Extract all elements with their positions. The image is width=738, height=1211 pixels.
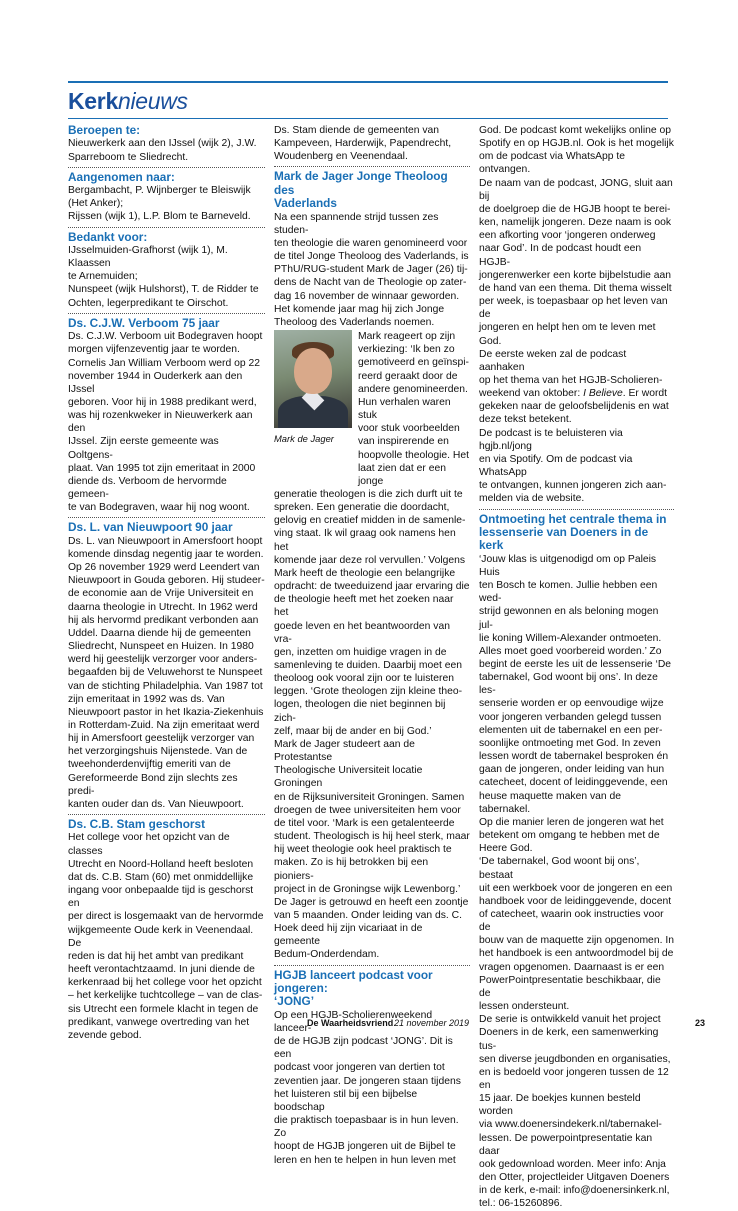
text-line: Nieuwpoort pastor in het Ikazia-Ziekenhuis bbox=[68, 706, 264, 718]
text-line: de hand van een thema. Dit thema wisselt bbox=[479, 282, 672, 294]
text-line: 15 jaar. De boekjes kunnen besteld worden bbox=[479, 1093, 641, 1118]
text-line: reerd geraakt door de bbox=[358, 370, 458, 382]
text-line: – het kerkelijke tuchtcollege – van de clas- bbox=[68, 990, 263, 1002]
heading-beroepen: Beroepen te: bbox=[68, 123, 141, 137]
text-line: heuse maquette maken van de tabernakel. bbox=[479, 790, 622, 815]
text-line: de titel Jonge Theoloog des Vaderlands, is bbox=[274, 251, 469, 263]
text-line: Theologische Universiteit locatie Groningen bbox=[274, 765, 423, 790]
text-line: zevende gebod. bbox=[68, 1029, 142, 1041]
text-line: Mark de Jager studeert aan de Protestantse bbox=[274, 738, 415, 764]
text-line: en de Rijksuniversiteit Groningen. Samen bbox=[274, 791, 465, 803]
heading-aangenomen: Aangenomen naar: bbox=[68, 169, 175, 184]
title-rule bbox=[68, 118, 668, 119]
text-line: reden is dat hij het ambt van predikant bbox=[68, 950, 244, 962]
text-line: Op 26 november 1929 werd Leendert van bbox=[68, 562, 260, 574]
text-line: leren en hen te helpen in hun leven met bbox=[274, 1154, 456, 1166]
text-line: het luisteren stil bij een bijbelse boodschap bbox=[274, 1088, 418, 1113]
text-line: gekeken naar de geloofsbelijdenis en wat bbox=[479, 401, 669, 413]
text-line: kanten ouder dan ds. Van Nieuwpoort. bbox=[68, 798, 244, 810]
text-line: Doeners in de kerk, een samenwerking tus- bbox=[479, 1027, 659, 1052]
text-line: catecheet, docent of leidinggevende, een bbox=[479, 777, 668, 789]
text-line: Rijssen (wijk 1), L.P. Blom te Barneveld. bbox=[68, 211, 251, 223]
text-line: in Rotterdam-Zuid. Na zijn emeritaat werd bbox=[68, 719, 260, 731]
text-line: De eerste weken zal de podcast aanhaken bbox=[479, 348, 627, 373]
text-line: senserie worden er op eenvoudige wijze bbox=[479, 698, 664, 710]
text-line: begint de eerste les uit de lessenserie ‘De bbox=[479, 659, 672, 670]
text-line: het handboek is een antwoordmodel bij de bbox=[479, 948, 674, 960]
text-line: ingang voor onbepaalde tijd is geschorst en bbox=[68, 885, 254, 910]
text-line: Mark heeft de theologie een belangrijke bbox=[274, 567, 456, 579]
article-mark-de-jager bbox=[274, 211, 470, 962]
text-line: voor stuk voorbeelden bbox=[358, 423, 460, 435]
text-line: theoloog ook vooral zijn oor te luisteren bbox=[274, 673, 454, 685]
text-line: strijd gewonnen en als beloning mogen jul- bbox=[479, 606, 659, 631]
text-line: dens de Nacht van de Theologie op zater- bbox=[274, 277, 467, 289]
text-line: project in de Groningse wijk Lewenborg.’ bbox=[274, 883, 461, 895]
text-line: logen, theologen die niet beginnen bij zich- bbox=[274, 699, 446, 724]
text-line: De serie is ontwikkeld vanuit het project bbox=[479, 1014, 661, 1026]
text-line: Sliedrecht, Nunspeet en Huizen. In 1980 bbox=[68, 641, 254, 653]
text-line: jongerenwerker een korte bijbelstudie aan bbox=[479, 269, 672, 281]
text-line: kerkenraad bij het college voor het opzicht bbox=[68, 977, 262, 989]
text-line: op het thema van het HGJB-Scholieren- bbox=[479, 374, 663, 386]
text-line: in de kerk, e-mail: info@doenersinkerk.nl, bbox=[479, 1185, 670, 1197]
text-line: te ontvangen, kunnen jongeren zich aan- bbox=[479, 480, 667, 492]
text-line bbox=[479, 387, 674, 400]
dotted-separator bbox=[479, 509, 674, 510]
text-line: komende jaar deze rol vervullen.’ Volgens bbox=[274, 554, 466, 566]
photo-box bbox=[274, 330, 352, 488]
heading-mark-de-jager bbox=[274, 170, 470, 210]
text-line: lie koning Willem-Alexander ontmoeten. bbox=[479, 632, 662, 644]
portrait-photo bbox=[274, 330, 352, 428]
text-line: handboek voor de leidinggevende, docent bbox=[479, 895, 672, 907]
text-line: om de podcast via WhatsApp te ontvangen. bbox=[479, 151, 626, 176]
top-rule bbox=[68, 81, 668, 83]
text-line: sen diverse jeugdbonden en organisaties, bbox=[479, 1053, 671, 1065]
text-line: Uddel. Daarna diende hij de gemeenten bbox=[68, 627, 251, 639]
text-line: sis Utrecht een formele klacht in tegen de bbox=[68, 1003, 259, 1015]
text-line: Spotify en op HGJB.nl. Ook is het mogelijk bbox=[479, 138, 674, 150]
heading-line: Ontmoeting het centrale thema in bbox=[479, 511, 667, 526]
text-line: elementen uit de tabernakel en een per- bbox=[479, 724, 663, 736]
text-line: De naam van de podcast, JONG, sluit aan bij bbox=[479, 177, 673, 202]
column-1 bbox=[68, 124, 265, 1042]
text-line: ‘Jouw klas is uitgenodigd om op Paleis Huis bbox=[479, 553, 657, 578]
heading-line: lessenserie van Doeners in de kerk bbox=[479, 524, 649, 553]
text-line: gen, inzetten om huidige vragen in de bbox=[274, 646, 447, 658]
text-line: komende dinsdag negentig jaar te worden. bbox=[68, 548, 264, 560]
text-line: morgen vijfenzeventig jaar te worden. bbox=[68, 344, 240, 356]
dotted-separator bbox=[68, 227, 265, 228]
dotted-separator bbox=[68, 814, 265, 815]
text-line: Ds. L. van Nieuwpoort in Amersfoort hoopt bbox=[68, 535, 263, 547]
text-line: en via Spotify. Om de podcast via WhatsApp bbox=[479, 453, 633, 479]
text-line: God. bbox=[479, 335, 502, 347]
text-line: gemotiveerd en geïnspi- bbox=[358, 357, 469, 369]
text-line: van de stichting Philadelphia. Van 1987 tot bbox=[68, 680, 263, 692]
page-number: 23 bbox=[695, 1018, 706, 1028]
text-line: andere genomineerden. bbox=[358, 383, 468, 395]
text-line: en is bedoeld voor jongeren tussen de 12 en bbox=[479, 1066, 669, 1091]
text-line: het verzorgingshuis Nijenstede. Van de bbox=[68, 746, 248, 758]
text-line: daarna theologie in Utrecht. In 1962 werd bbox=[68, 601, 258, 613]
dotted-separator bbox=[68, 167, 265, 168]
text-line: per week, is toepasbaar op het leven van de bbox=[479, 296, 668, 321]
text-line: Op een HGJB-Scholierenweekend lanceer- bbox=[274, 1009, 433, 1034]
text-line: geboren. Voor hij in 1988 predikant werd, bbox=[68, 396, 257, 408]
text-line: dat ds. C.B. Stam (60) met onmiddellijke bbox=[68, 871, 254, 883]
text-fragment: weekend van oktober: bbox=[479, 388, 584, 400]
text-line: zijn emeritaat in 1992 was ds. Van bbox=[68, 693, 225, 705]
text-line: ook gedownload worden. Meer info: Anja bbox=[479, 1158, 666, 1170]
text-line: dag 16 november de winnaar geworden. bbox=[274, 290, 460, 302]
photo-face bbox=[294, 348, 332, 394]
text-line: tabernakel, God woont bij ons’. In deze les- bbox=[479, 672, 658, 697]
text-line: van inspirerende en bbox=[358, 436, 449, 448]
dotted-separator bbox=[68, 313, 265, 314]
text-line: student. Theologisch is hij heel sterk, maar bbox=[274, 831, 470, 843]
text-line: Alles moet goed voorbereid worden.’ Zo bbox=[479, 645, 662, 657]
text-line: droegen de twee universiteiten hem voor bbox=[274, 804, 461, 816]
text-line: vragen opgenomen. Daarnaast is er een bbox=[479, 961, 665, 973]
text-line: podcast voor jongeren van dertien tot bbox=[274, 1062, 445, 1074]
text-line: te Arnemuiden; bbox=[68, 271, 138, 283]
text-line: Nieuwpoort in Gouda geboren. Hij studeer- bbox=[68, 575, 265, 587]
text-line: per direct is losgemaakt van de hervormde bbox=[68, 911, 264, 923]
text-line: hoopt de HGJB jongeren uit de Bijbel te bbox=[274, 1141, 456, 1153]
text-line: Nieuwerkerk aan den IJssel (wijk 2), J.W. bbox=[68, 138, 257, 150]
text-line: PThU/RUG-student Mark de Jager (26) tij- bbox=[274, 264, 468, 276]
article-verboom bbox=[68, 330, 265, 514]
text-line: (Het Anker); bbox=[68, 198, 124, 210]
text-line: wijkgemeente Oude kerk in Veenendaal. De bbox=[68, 924, 254, 949]
text-line: PowerPointpresentatie beschikbaar, die de bbox=[479, 974, 661, 999]
text-line: was hij rozenkweker in Nieuwerkerk aan den bbox=[68, 410, 253, 435]
text-line: hoopvolle theologie. Het bbox=[358, 449, 469, 461]
text-line: Hun verhalen waren stuk bbox=[358, 396, 451, 422]
text-line: gaan de jongeren, onder leiding van hun bbox=[479, 764, 665, 776]
text-line: den Otter, projectleider Uitgaven Doeners bbox=[479, 1172, 670, 1184]
text-line: bouw van de maquette zijn opgenomen. In bbox=[479, 935, 674, 947]
heading-verboom: Ds. C.J.W. Verboom 75 jaar bbox=[68, 315, 220, 330]
text-line: leggen. ‘Grote theologen zijn kleine theo- bbox=[274, 686, 463, 698]
text-line: Heere God. bbox=[479, 843, 533, 855]
dotted-separator bbox=[68, 517, 265, 518]
text-line: uit een werkboek voor de jongeren en een bbox=[479, 882, 673, 894]
text-line: heeft verontachtzaamd. In juni diende de bbox=[68, 964, 255, 976]
article-stam bbox=[68, 831, 265, 1042]
text-line: november 1944 in Ouderkerk aan den IJssel bbox=[68, 370, 243, 395]
text-line: de theologie heeft met het zoeken naar het bbox=[274, 594, 454, 619]
section-title-italic: nieuws bbox=[117, 88, 188, 114]
text-line: De podcast is te beluisteren via hgjb.nl/jong bbox=[479, 427, 623, 452]
text-line: voor jongeren verbanden gelegd tussen bbox=[479, 711, 662, 723]
text-line: naar God’. In de podcast houdt een HGJB- bbox=[479, 243, 642, 268]
text-line: ten theologie die waren genomineerd voor bbox=[274, 238, 468, 249]
text-line: lessen. De powerpointpresentatie kan daar bbox=[479, 1132, 653, 1157]
text-line: Gereformeerde Bond zijn slechts zes predi- bbox=[68, 772, 238, 797]
dotted-separator bbox=[274, 166, 470, 167]
text-line: plaat. Van 1995 tot zijn emeritaat in 2000 bbox=[68, 462, 256, 474]
photo-side-text bbox=[358, 330, 470, 488]
text-line: De Jager is getrouwd en heeft een zoontje bbox=[274, 896, 469, 908]
text-line: hij weet theologie ook heel praktisch te bbox=[274, 844, 452, 856]
section-title-bold: Kerk bbox=[68, 88, 118, 114]
text-line: lessen wordt de tabernakel besproken én bbox=[479, 751, 669, 763]
heading-line: Vaderlands bbox=[274, 196, 337, 211]
text-line: spreken. Een generatie die doordacht, bbox=[274, 502, 450, 514]
text-line: lessen ondersteunt. bbox=[479, 1001, 570, 1013]
text-line: via www.doenersindekerk.nl/tabernakel- bbox=[479, 1119, 662, 1131]
text-line: de doelgroep die de HGJB hoopt te berei- bbox=[479, 203, 671, 215]
column-3 bbox=[479, 124, 674, 1211]
text-line: Theoloog des Vaderlands noemen. bbox=[274, 316, 435, 328]
text-line: Hoek deed hij zijn vicariaat in de gemeente bbox=[274, 923, 423, 948]
text-line: de economie aan de Vrije Universiteit en bbox=[68, 588, 254, 600]
text-line: Het college voor het opzicht van de classes bbox=[68, 832, 230, 857]
text-line: laat zien dat er een jonge bbox=[358, 462, 446, 487]
text-line: Sparreboom te Sliedrecht. bbox=[68, 151, 189, 163]
heading-bedankt: Bedankt voor: bbox=[68, 229, 148, 244]
text-line: ving staat. Ik wil graag ook namens hen het bbox=[274, 528, 456, 553]
text-line: samenleving te duiden. Daarbij moet een bbox=[274, 660, 463, 671]
text-line: werd hij geestelijk verzorger voor anders- bbox=[68, 654, 258, 666]
text-line: een afkorting voor ‘jongeren onderweg bbox=[479, 230, 656, 242]
text-line: of catecheet, waarin ook instructies voor de bbox=[479, 908, 664, 934]
text-line: ken, namelijk jongeren. Deze naam is ook bbox=[479, 217, 672, 229]
text-line: maken. Zo is hij betrokken bij een pioniers- bbox=[274, 857, 429, 882]
article-hgjb-podcast bbox=[274, 1009, 470, 1167]
text-line: Kampeveen, Harderwijk, Papendrecht, bbox=[274, 138, 452, 150]
article-doeners bbox=[479, 553, 674, 1211]
text-line: opdracht: de tweeduizend jaar ervaring die bbox=[274, 581, 470, 593]
text-line: de de HGJB zijn podcast ‘JONG’. Dit is een bbox=[274, 1036, 453, 1061]
text-line: melden via de website. bbox=[479, 493, 585, 505]
article-podcast-continued bbox=[479, 124, 674, 506]
text-line: Cornelis Jan William Verboom werd op 22 bbox=[68, 357, 261, 369]
photo-block bbox=[274, 330, 470, 488]
text-line: te van Bodegraven, waar hij nog woont. bbox=[68, 502, 250, 514]
text-line: Mark reageert op zijn bbox=[358, 331, 456, 343]
heading-hgjb-podcast bbox=[274, 969, 470, 1009]
text-line: IJsselmuiden-Grafhorst (wijk 1), M. Klaassen bbox=[68, 245, 228, 270]
heading-nieuwpoort: Ds. L. van Nieuwpoort 90 jaar bbox=[68, 520, 233, 535]
text-line: hij als hervormd predikant verbonden aan bbox=[68, 614, 259, 626]
text-line: goede leven en het beantwoorden van vra- bbox=[274, 620, 450, 645]
section-title bbox=[68, 88, 188, 114]
text-line: IJssel. Zijn eerste gemeente was Ooltgens- bbox=[68, 436, 219, 461]
text-line: hij in Amersfoort geestelijk verzorger van bbox=[68, 733, 255, 745]
text-line: Het komende jaar mag hij zich Jonge bbox=[274, 303, 445, 315]
heading-line: ‘JONG’ bbox=[274, 994, 314, 1009]
text-line: Ds. C.J.W. Verboom uit Bodegraven hoopt bbox=[68, 331, 263, 343]
text-line: ‘De tabernakel, God woont bij ons’, bestaat bbox=[479, 856, 640, 881]
photo-caption: Mark de Jager bbox=[274, 433, 334, 445]
dotted-separator bbox=[274, 965, 470, 966]
heading-line: HGJB lanceert podcast voor jongeren: bbox=[274, 967, 433, 995]
text-line: Ochten, legerpredikant te Oirschot. bbox=[68, 297, 229, 309]
heading-line: Mark de Jager Jonge Theoloog des bbox=[274, 169, 448, 197]
column-2 bbox=[274, 124, 470, 1167]
text-line: Woudenberg en Veenendaal. bbox=[274, 151, 408, 163]
text-line: jongeren en helpt hen om te leven met bbox=[479, 322, 656, 334]
text-line: Na een spannende strijd tussen zes studen- bbox=[274, 211, 439, 236]
text-line: verkiezing: ‘Ik ben zo bbox=[358, 344, 455, 356]
heading-stam: Ds. C.B. Stam geschorst bbox=[68, 817, 206, 832]
text-line: predikant, vanwege overtreding van het bbox=[68, 1016, 250, 1028]
text-line: diende ds. Verboom de hervormde gemeen- bbox=[68, 475, 227, 501]
text-line: begaafden bij de Veluwehorst te Nunspeet bbox=[68, 667, 263, 679]
text-line: gelovig en creatief midden in de samenle- bbox=[274, 515, 466, 527]
text-fragment: . Er wordt bbox=[622, 388, 668, 400]
text-line: God. De podcast komt wekelijks online op bbox=[479, 125, 672, 136]
text-line: deze tekst betekent. bbox=[479, 414, 572, 426]
heading-doeners bbox=[479, 513, 674, 553]
text-emphasis: I Believe bbox=[583, 388, 623, 400]
text-line: zelf, maar bij de ander en bij God.’ bbox=[274, 725, 432, 737]
text-line: die praktisch toepasbaar is in hun leven. Zo bbox=[274, 1115, 459, 1140]
issue-date: 21 november 2019 bbox=[394, 1018, 470, 1028]
article-nieuwpoort bbox=[68, 535, 265, 811]
text-line: ten Bosch te komen. Jullie hebben een wed- bbox=[479, 580, 658, 605]
text-line: Bedum-Onderdendam. bbox=[274, 949, 380, 961]
text-line: soonlijke ontmoeting met God. In zeven bbox=[479, 737, 661, 749]
text-line: betekent om omgang te hebben met de bbox=[479, 830, 660, 842]
text-line: Nunspeet (wijk Hulshorst), T. de Ridder te bbox=[68, 284, 259, 296]
text-line: Utrecht en Noord-Holland heeft besloten bbox=[68, 858, 254, 870]
text-line: tel.: 06-15260896. bbox=[479, 1198, 563, 1210]
text-line: Op die manier leren de jongeren wat het bbox=[479, 816, 664, 828]
text-line: Ds. Stam diende de gemeenten van bbox=[274, 125, 440, 136]
text-line: generatie theologen is die zich durft uit te bbox=[274, 488, 463, 500]
magazine-name: De Waarheidsvriend bbox=[307, 1018, 394, 1028]
text-line: zeventien jaar. De jongeren staan tijdens bbox=[274, 1075, 461, 1087]
text-line: tweehonderdenvijftig emeriti van de bbox=[68, 759, 231, 771]
text-line: de titel voor. ‘Mark is een getalenteerde bbox=[274, 817, 455, 829]
text-line: van 5 maanden. Onder leiding van ds. C. bbox=[274, 909, 463, 921]
text-line: Bergambacht, P. Wijnberger te Bleiswijk bbox=[68, 185, 251, 197]
